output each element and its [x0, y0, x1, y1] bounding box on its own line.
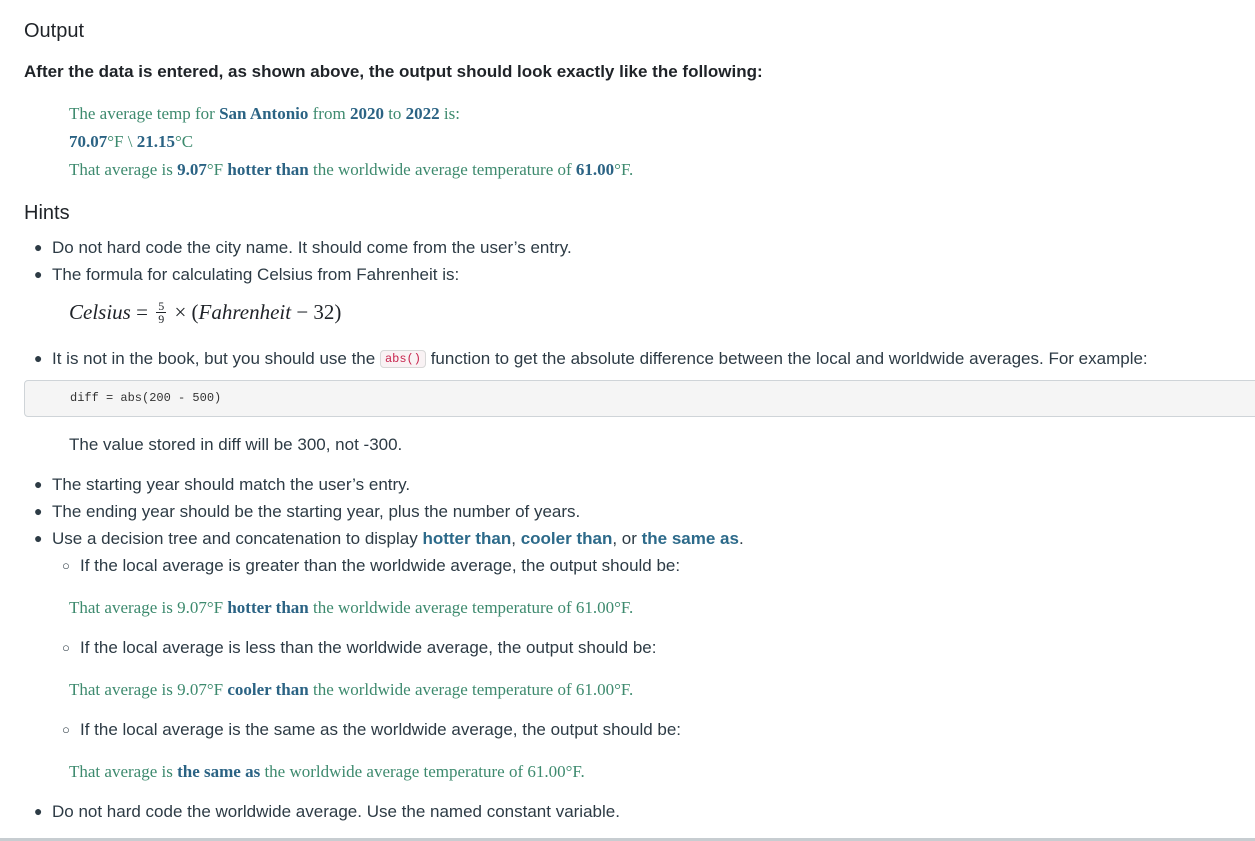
- bullet-icon: ●: [34, 503, 43, 519]
- sample-output-line-1: The average temp for San Antonio from 2020 to 2022 is:: [69, 104, 460, 123]
- bullet-icon: ●: [34, 350, 43, 366]
- bullet-icon: ●: [34, 530, 43, 546]
- hint-bullet-city: ● Do not hard code the city name. It should come from the user’s entry.: [34, 238, 572, 257]
- hint-bullet-formula: ● The formula for calculating Celsius from Fahrenheit is:: [34, 265, 460, 284]
- sample-output-line-2: 70.07°F \ 21.15°C: [69, 132, 194, 151]
- sub-bullet-same: ○ If the local average is the same as the worldwide average, the output should be:: [62, 720, 682, 739]
- example-hotter: That average is 9.07°F hotter than the worldwide average temperature of 61.00°F.: [69, 598, 634, 617]
- bullet-icon: ●: [34, 266, 43, 282]
- example-same: That average is the same as the worldwide average temperature of 61.00°F.: [69, 762, 585, 781]
- code-example-block[interactable]: [24, 380, 1255, 417]
- sub-bullet-greater: ○ If the local average is greater than the worldwide average, the output should be:: [62, 556, 681, 575]
- code-note: The value stored in diff will be 300, not -300.: [69, 435, 403, 454]
- hint-bullet-decision-tree: ● Use a decision tree and concatenation to display hotter than, cooler than, or the same as.: [34, 529, 744, 548]
- fraction-five-ninths: $\frac{5}{9}$: [158, 298, 165, 326]
- circle-bullet-icon: ○: [62, 558, 70, 573]
- circle-bullet-icon: ○: [62, 640, 70, 655]
- output-heading: Output: [24, 20, 85, 42]
- circle-bullet-icon: ○: [62, 722, 70, 737]
- hint-bullet-abs: ● It is not in the book, but you should use the abs() function to get the absolute difference between the local and worldwide averages. For example:: [34, 349, 1148, 368]
- hint-bullet-constant: ● Do not hard code the worldwide average. Use the named constant variable.: [34, 802, 620, 821]
- sub-bullet-less: ○ If the local average is less than the worldwide average, the output should be:: [62, 638, 657, 657]
- hint-bullet-end-year: ● The ending year should be the starting year, plus the number of years.: [34, 502, 581, 521]
- bullet-icon: ●: [34, 239, 43, 255]
- celsius-formula: Celsius = $\frac{5}{9}$ × (Fahrenheit − 32): [69, 298, 342, 326]
- output-lead: After the data is entered, as shown above, the output should look exactly like the following:: [24, 62, 763, 81]
- example-cooler: That average is 9.07°F cooler than the worldwide average temperature of 61.00°F.: [69, 680, 634, 699]
- hints-heading: Hints: [24, 202, 70, 224]
- bullet-icon: ●: [34, 476, 43, 492]
- abs-inline-code: abs(): [380, 350, 426, 368]
- sample-output-line-3: That average is 9.07°F hotter than the worldwide average temperature of 61.00°F.: [69, 160, 634, 179]
- code-example: diff = abs(200 - 500): [70, 391, 222, 405]
- bullet-icon: ●: [34, 803, 43, 819]
- hint-bullet-start-year: ● The starting year should match the user’s entry.: [34, 475, 411, 494]
